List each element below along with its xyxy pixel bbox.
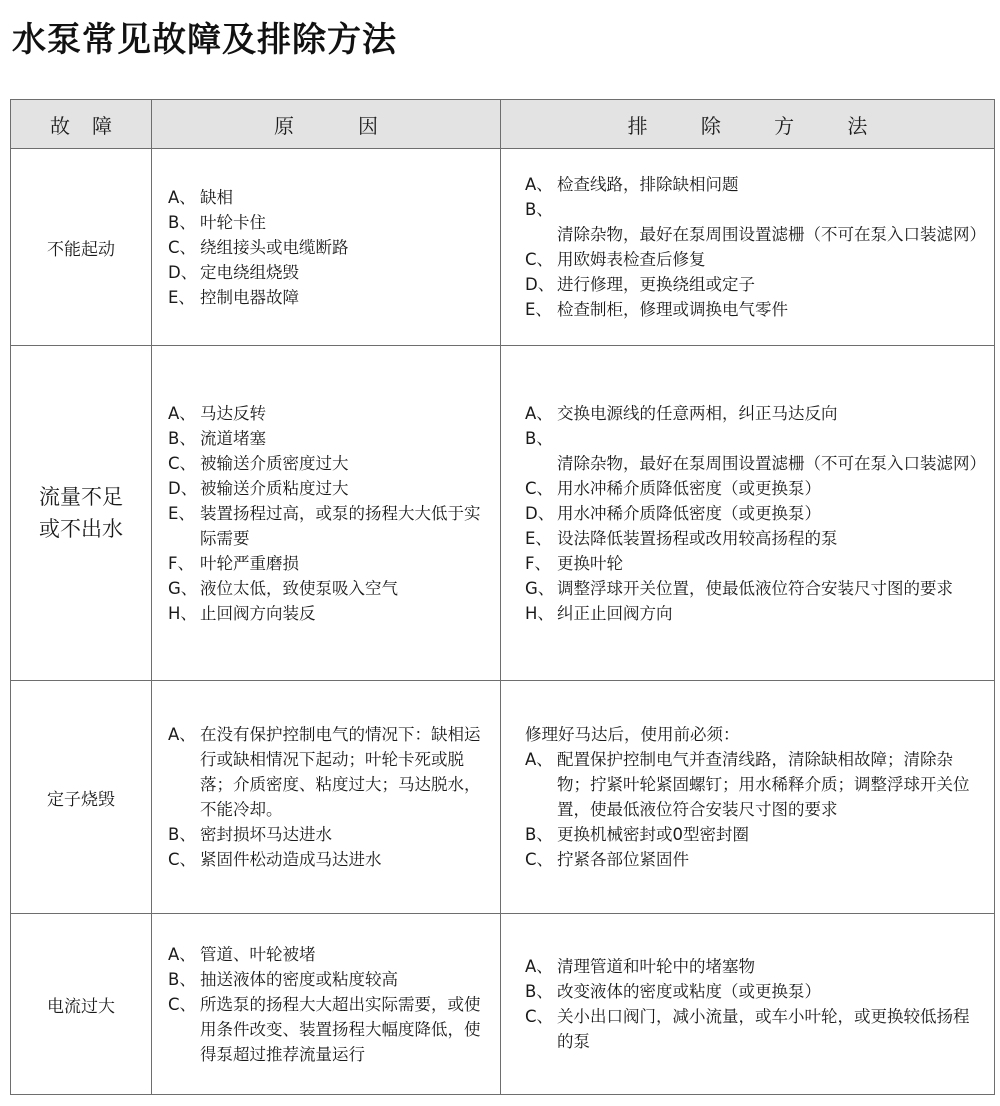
list-item: B、 密封损坏马达进水	[168, 825, 332, 844]
list-item: F、 更换叶轮	[525, 553, 623, 573]
page-title: 水泵常见故障及排除方法	[12, 20, 397, 60]
list-item: A、 检查线路，排除缺相问题	[525, 175, 739, 194]
cause-cell	[152, 914, 501, 1095]
list-item: A、 管道、叶轮被堵	[168, 944, 316, 964]
list-item: D、 用水冲稀介质降低密度（或更换泵）	[525, 503, 821, 523]
list-item: A、 在没有保护控制电气的情况下：缺相运行或缺相情况下起动；叶轮卡死或脱落；介质密度、粘度过大；马达脱水，不能冷却。	[168, 725, 481, 819]
list-item: F、 叶轮严重磨损	[168, 553, 299, 573]
header-remedy-char: 除	[700, 113, 721, 138]
list-item: A、 马达反转	[168, 403, 266, 423]
list-item: G、 液位太低，致使泵吸入空气	[168, 578, 398, 598]
remedy-cell	[501, 346, 995, 681]
list-item: B、 改变液体的密度或粘度（或更换泵）	[525, 982, 821, 1001]
cause-list	[152, 185, 500, 310]
cause-cell	[152, 149, 501, 346]
fault-cell	[11, 914, 152, 1095]
cause-list	[152, 942, 500, 1067]
remedy-list	[501, 172, 994, 322]
list-item: E、 控制电器故障	[168, 287, 299, 307]
table-row	[11, 346, 995, 681]
header-fault	[11, 100, 152, 149]
list-item: D、 被输送介质粘度过大	[168, 478, 349, 498]
fault-label-line: 或不出水	[39, 517, 123, 541]
fault-label: 定子烧毁	[47, 789, 115, 810]
list-item: A、 清理管道和叶轮中的堵塞物	[525, 957, 755, 976]
fault-label: 电流过大	[47, 996, 115, 1017]
remedy-intro: 修理好马达后，使用前必须：	[525, 725, 740, 744]
list-item: B、清除杂物，最好在泵周围设置滤栅（不可在泵入口装滤网）	[525, 200, 986, 244]
list-item: C、 关小出口阀门，减小流量，或车小叶轮，或更换较低扬程的泵	[525, 1007, 970, 1051]
remedy-list	[501, 747, 994, 872]
fault-cell	[11, 346, 152, 681]
list-item: A、 缺相	[168, 187, 233, 207]
list-item: C、 被输送介质密度过大	[168, 453, 349, 473]
remedy-cell	[501, 914, 995, 1095]
list-item: H、 纠正止回阀方向	[525, 603, 673, 623]
list-item: C、 用水冲稀介质降低密度（或更换泵）	[525, 478, 821, 498]
list-item: B、 流道堵塞	[168, 428, 266, 448]
list-item: D、 定电绕组烧毁	[168, 262, 299, 282]
list-item: B、 更换机械密封或0型密封圈	[525, 825, 749, 844]
header-remedy	[501, 100, 995, 149]
list-item: C、 用欧姆表检查后修复	[525, 250, 706, 269]
fault-label-line: 流量不足	[39, 485, 123, 509]
remedy-list	[501, 401, 994, 626]
list-item: A、 配置保护控制电气并查清线路，清除缺相故障；清除杂物；拧紧叶轮紧固螺钉；用水稀释介质；调整浮球开关位置，使最低液位符合安装尺寸图的要求	[525, 750, 970, 819]
list-item: A、 交换电源线的任意两相，纠正马达反向	[525, 403, 838, 423]
table-row	[11, 681, 995, 914]
header-remedy-char: 法	[847, 113, 868, 138]
header-cause-char: 原	[274, 113, 294, 138]
remedy-cell	[501, 149, 995, 346]
cause-cell	[152, 346, 501, 681]
list-item: C、 所选泵的扬程大大超出实际需要，或使用条件改变、装置扬程大幅度降低，使得泵超过推荐流量运行	[168, 994, 481, 1064]
list-item: C、 紧固件松动造成马达进水	[168, 850, 382, 869]
list-item: C、 拧紧各部位紧固件	[525, 850, 689, 869]
table-row	[11, 914, 995, 1095]
header-fault-char: 障	[92, 113, 112, 138]
remedy-cell	[501, 681, 995, 914]
fault-cell	[11, 681, 152, 914]
table-header-row	[11, 100, 995, 149]
list-item: B、 抽送液体的密度或粘度较高	[168, 969, 398, 989]
fault-table	[10, 99, 995, 1095]
header-cause-char: 因	[358, 113, 378, 138]
list-item: B、 叶轮卡住	[168, 212, 266, 232]
fault-label: 不能起动	[47, 239, 115, 260]
list-item: C、 绕组接头或电缆断路	[168, 237, 349, 257]
header-fault-char: 故	[50, 113, 70, 138]
remedy-list	[501, 954, 994, 1054]
list-item: E、 检查制柜，修理或调换电气零件	[525, 300, 788, 319]
header-remedy-char: 方	[774, 113, 795, 138]
header-cause	[152, 100, 501, 149]
cause-list	[152, 722, 500, 872]
table-row	[11, 149, 995, 346]
list-item: E、 设法降低装置扬程或改用较高扬程的泵	[525, 528, 838, 548]
list-item: E、 装置扬程过高，或泵的扬程大大低于实际需要	[168, 503, 481, 548]
fault-cell	[11, 149, 152, 346]
list-item: H、 止回阀方向装反	[168, 603, 316, 623]
cause-list	[152, 401, 500, 626]
list-item: G、 调整浮球开关位置，使最低液位符合安装尺寸图的要求	[525, 578, 953, 598]
cause-cell	[152, 681, 501, 914]
list-item: B、清除杂物，最好在泵周围设置滤栅（不可在泵入口装滤网）	[525, 428, 986, 473]
header-remedy-char: 排	[627, 113, 648, 138]
list-item: D、 进行修理，更换绕组或定子	[525, 275, 755, 294]
